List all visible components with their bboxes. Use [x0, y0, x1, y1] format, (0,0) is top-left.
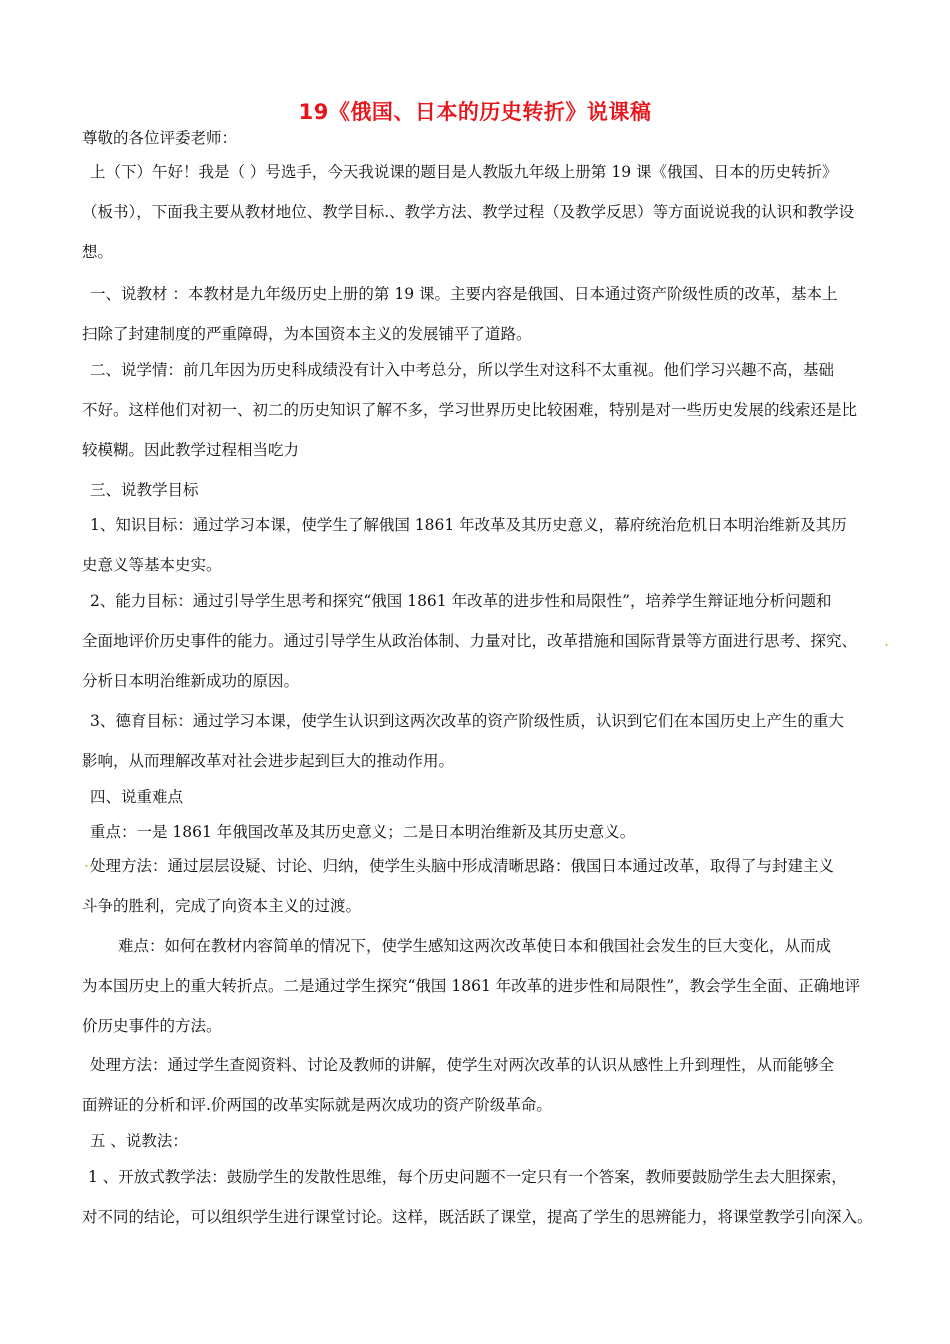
goal-knowledge [82, 515, 890, 595]
difficulty-paragraph [82, 936, 890, 1056]
method-paragraph-2 [82, 1055, 890, 1135]
method-paragraph-1 [82, 856, 890, 936]
intro-line-1: 上（下）午好！我是（ ）号选手，今天我说课的题目是人教版九年级上册第 19 课《俄国、日本的历史转折》 [90, 163, 838, 181]
goal-moral-line-2: 影响，从而理解改革对社会进步起到巨大的推动作用。 [82, 752, 455, 770]
goal-ability-line-3: 分析日本明治维新成功的原因。 [82, 672, 300, 690]
difficulty-line-3: 价历史事件的方法。 [82, 1017, 222, 1035]
difficulty-line-2: 为本国历史上的重大转折点。二是通过学生探究“俄国 1861 年改革的进步性和局限性”，教会学生全面、正确地评 [82, 977, 861, 995]
intro-paragraph [82, 162, 890, 282]
goal-ability-line-1: 2、能力目标：通过引导学生思考和探究“俄国 1861 年改革的进步性和局限性”，培养学生辩证地分析问题和 [90, 592, 832, 610]
key-point-text: 重点：一是 1861 年俄国改革及其历史意义；二是日本明治维新及其历史意义。 [90, 823, 636, 841]
goal-ability-line-2: 全面地评价历史事件的能力。通过引导学生从政治体制、力量对比，改革措施和国际背景等方面进行思考、探究、 [82, 632, 858, 650]
stray-dot-mark: . [884, 632, 889, 650]
goal-moral [82, 711, 890, 791]
goal-knowledge-line-2: 史意义等基本史实。 [82, 556, 222, 574]
stray-dot-mark-2: . [84, 853, 89, 871]
section-heading-teaching-method: 五 、说教法： [90, 1132, 188, 1150]
goal-knowledge-line-1: 1、知识目标：通过学习本课，使学生了解俄国 1861 年改革及其历史意义，幕府统治危机日本明治维新及其历 [90, 516, 847, 534]
intro-line-2: （板书），下面我主要从教材地位、教学目标.、教学方法、教学过程（及教学反思）等方面说说我的认识和教学设 [82, 203, 855, 221]
student-situation-line-3: 较模糊。因此教学过程相当吃力 [82, 441, 300, 459]
goal-moral-line-1: 3、德育目标：通过学习本课，使学生认识到这两次改革的资产阶级性质，认识到它们在本国历史上产生的重大 [90, 712, 844, 730]
teaching-method-1-line-2: 对不同的结论，可以组织学生进行课堂讨论。这样，既活跃了课堂，提高了学生的思辨能力，将课堂教学引向深入。 [82, 1208, 873, 1226]
student-situation-line-1: 二、说学情：前几年因为历史科成绩没有计入中考总分，所以学生对这科不太重视。他们学习兴趣不高，基础 [90, 361, 835, 379]
intro-line-3: 想。 [82, 243, 114, 261]
document-title: 19《俄国、日本的历史转折》说课稿 [298, 100, 652, 124]
difficulty-line-1: 难点：如何在教材内容简单的情况下，使学生感知这两次改革使日本和俄国社会发生的巨大变化，从而成 [118, 937, 832, 955]
teaching-material-line-1: 一、说教材 ：本教材是九年级历史上册的第 19 课。主要内容是俄国、日本通过资产阶级性质的改革，基本上 [90, 285, 838, 303]
goal-ability [82, 591, 890, 711]
section-student-situation [82, 360, 890, 480]
teaching-method-1-line-1: 1 、开放式教学法：鼓励学生的发散性思维，每个历史问题不一定只有一个答案，教师要鼓励学生去大胆探索， [88, 1168, 847, 1186]
method1-line-1: 处理方法：通过层层设疑、讨论、归纳，使学生头脑中形成清晰思路：俄国日本通过改革，取得了与封建主义 [90, 857, 835, 875]
salutation: 尊敬的各位评委老师： [82, 129, 238, 147]
method2-line-1: 处理方法：通过学生查阅资料、讨论及教师的讲解，使学生对两次改革的认识从感性上升到理性，从而能够全 [90, 1056, 835, 1074]
teaching-material-line-2: 扫除了封建制度的严重障碍，为本国资本主义的发展铺平了道路。 [82, 325, 532, 343]
student-situation-line-2: 不好。这样他们对初一、初二的历史知识了解不多，学习世界历史比较困难，特别是对一些历史发展的线索还是比 [82, 401, 858, 419]
teaching-method-1 [82, 1167, 890, 1247]
section-teaching-material [82, 284, 890, 364]
method1-line-2: 斗争的胜利，完成了向资本主义的过渡。 [82, 897, 362, 915]
method2-line-2: 面辨证的分析和评.价两国的改革实际就是两次成功的资产阶级革命。 [82, 1096, 552, 1114]
section-heading-key-points: 四、说重难点 [90, 788, 184, 806]
section-heading-teaching-goals: 三、说教学目标 [90, 481, 199, 499]
